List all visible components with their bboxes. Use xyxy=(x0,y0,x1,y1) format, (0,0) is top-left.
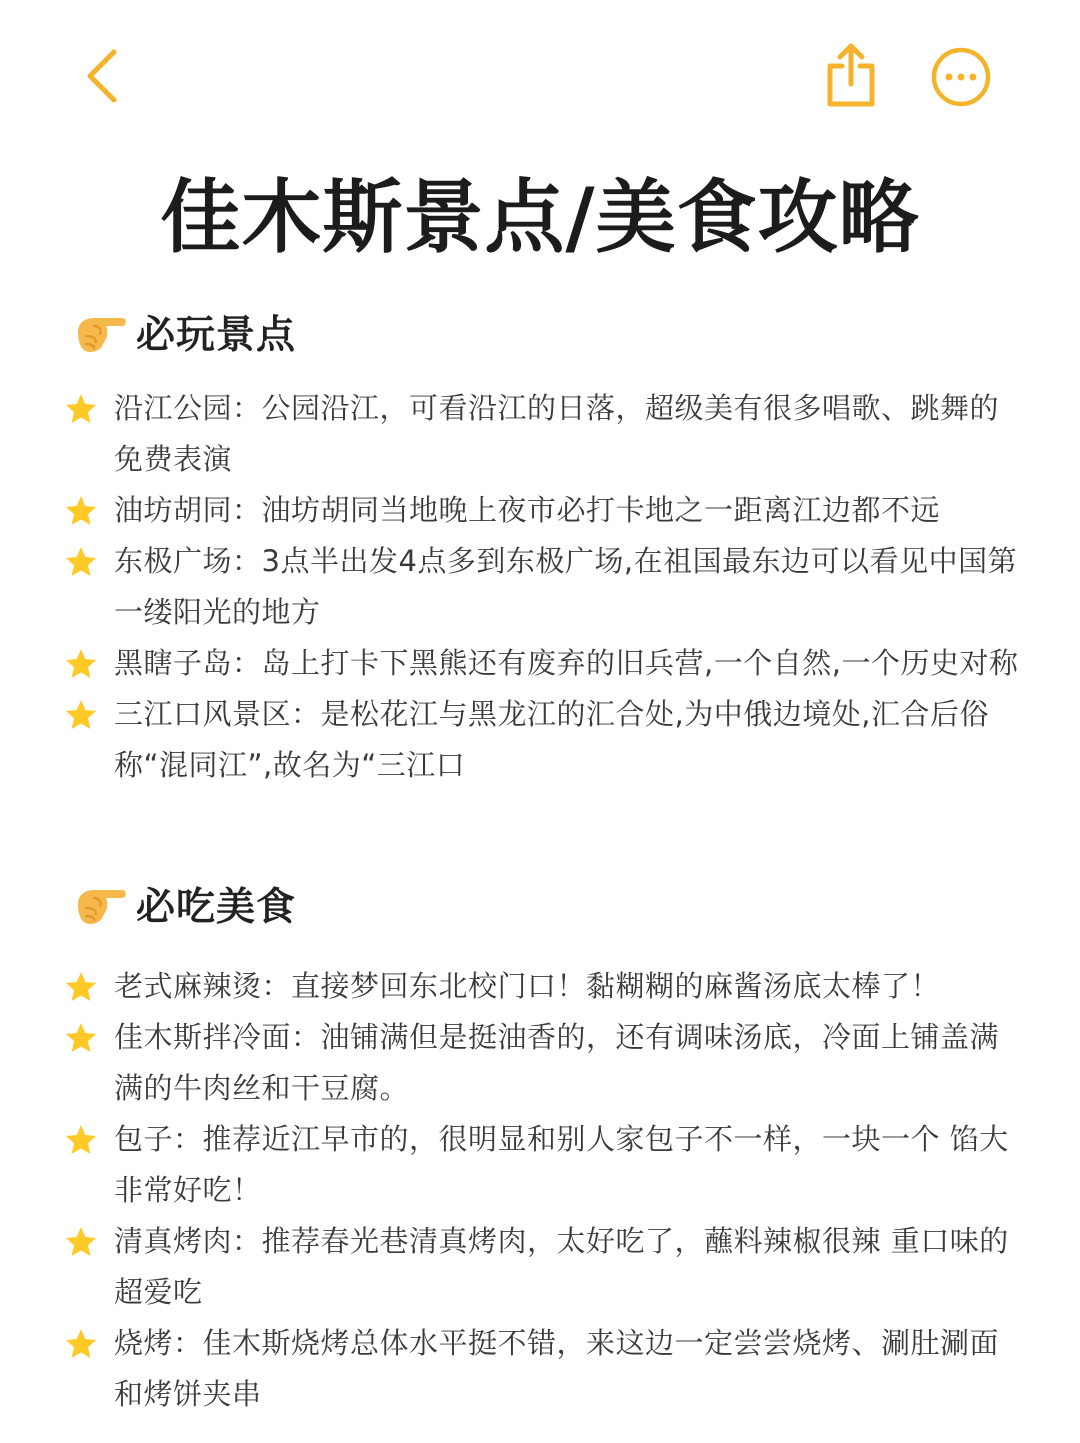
list-item-text: 包子：推荐近江早市的，很明显和别人家包子不一样，一块一个 馅大非常好吃！ xyxy=(114,1122,1009,1207)
list-item-text: 沿江公园：公园沿江，可看沿江的日落，超级美有很多唱歌、跳舞的免费表演 xyxy=(114,391,1000,476)
list-item xyxy=(64,1114,1024,1216)
food-list xyxy=(64,961,1024,1420)
chevron-left-icon xyxy=(78,44,128,108)
star-icon xyxy=(64,1123,98,1157)
pointing-hand-icon xyxy=(72,308,130,356)
star-icon xyxy=(64,698,98,732)
list-item-text: 黑瞎子岛：岛上打卡下黑熊还有废弃的旧兵营,一个自然,一个历史对称 xyxy=(114,646,1019,680)
list-item xyxy=(64,1216,1024,1318)
list-item xyxy=(64,961,1024,1012)
pointing-hand-icon xyxy=(72,880,130,928)
list-item xyxy=(64,383,1024,485)
back-button[interactable] xyxy=(78,44,128,108)
list-item xyxy=(64,1318,1024,1420)
attractions-list xyxy=(64,383,1024,791)
share-icon xyxy=(822,40,880,110)
star-icon xyxy=(64,494,98,528)
list-item-text: 佳木斯拌冷面：油铺满但是挺油香的，还有调味汤底，冷面上铺盖满满的牛肉丝和干豆腐。 xyxy=(114,1020,1000,1105)
list-item-text: 三江口风景区：是松花江与黑龙江的汇合处,为中俄边境处,汇合后俗称“混同江”,故名为“三江口 xyxy=(114,697,989,782)
page-title: 佳木斯景点/美食攻略 xyxy=(160,171,920,264)
star-icon xyxy=(64,545,98,579)
list-item-text: 清真烤肉：推荐春光巷清真烤肉，太好吃了，蘸料辣椒很辣 重口味的超爱吃 xyxy=(114,1224,1009,1309)
list-item-text: 油坊胡同：油坊胡同当地晚上夜市必打卡地之一距离江边都不远 xyxy=(114,493,941,527)
star-icon xyxy=(64,1225,98,1259)
list-item xyxy=(64,536,1024,638)
list-item-text: 老式麻辣烫：直接梦回东北校门口！黏糊糊的麻酱汤底太棒了！ xyxy=(114,969,941,1003)
star-icon xyxy=(64,1021,98,1055)
star-icon xyxy=(64,392,98,426)
section-heading-food xyxy=(72,874,296,934)
section-heading-label: 必玩景点 xyxy=(136,313,297,358)
section-heading-label: 必吃美食 xyxy=(136,885,297,930)
list-item-text: 东极广场：3点半出发4点多到东极广场,在祖国最东边可以看见中国第一缕阳光的地方 xyxy=(114,544,1018,629)
list-item xyxy=(64,485,1024,536)
star-icon xyxy=(64,1327,98,1361)
list-item-text: 烧烤：佳木斯烧烤总体水平挺不错，来这边一定尝尝烧烤、涮肚涮面和烤饼夹串 xyxy=(114,1326,1000,1411)
list-item xyxy=(64,638,1024,689)
share-button[interactable] xyxy=(822,40,880,110)
list-item xyxy=(64,1012,1024,1114)
more-button[interactable] xyxy=(930,46,992,108)
list-item xyxy=(64,689,1024,791)
star-icon xyxy=(64,647,98,681)
more-horizontal-icon xyxy=(930,46,992,108)
star-icon xyxy=(64,970,98,1004)
top-toolbar xyxy=(0,0,1080,150)
section-heading-attractions xyxy=(72,302,296,362)
